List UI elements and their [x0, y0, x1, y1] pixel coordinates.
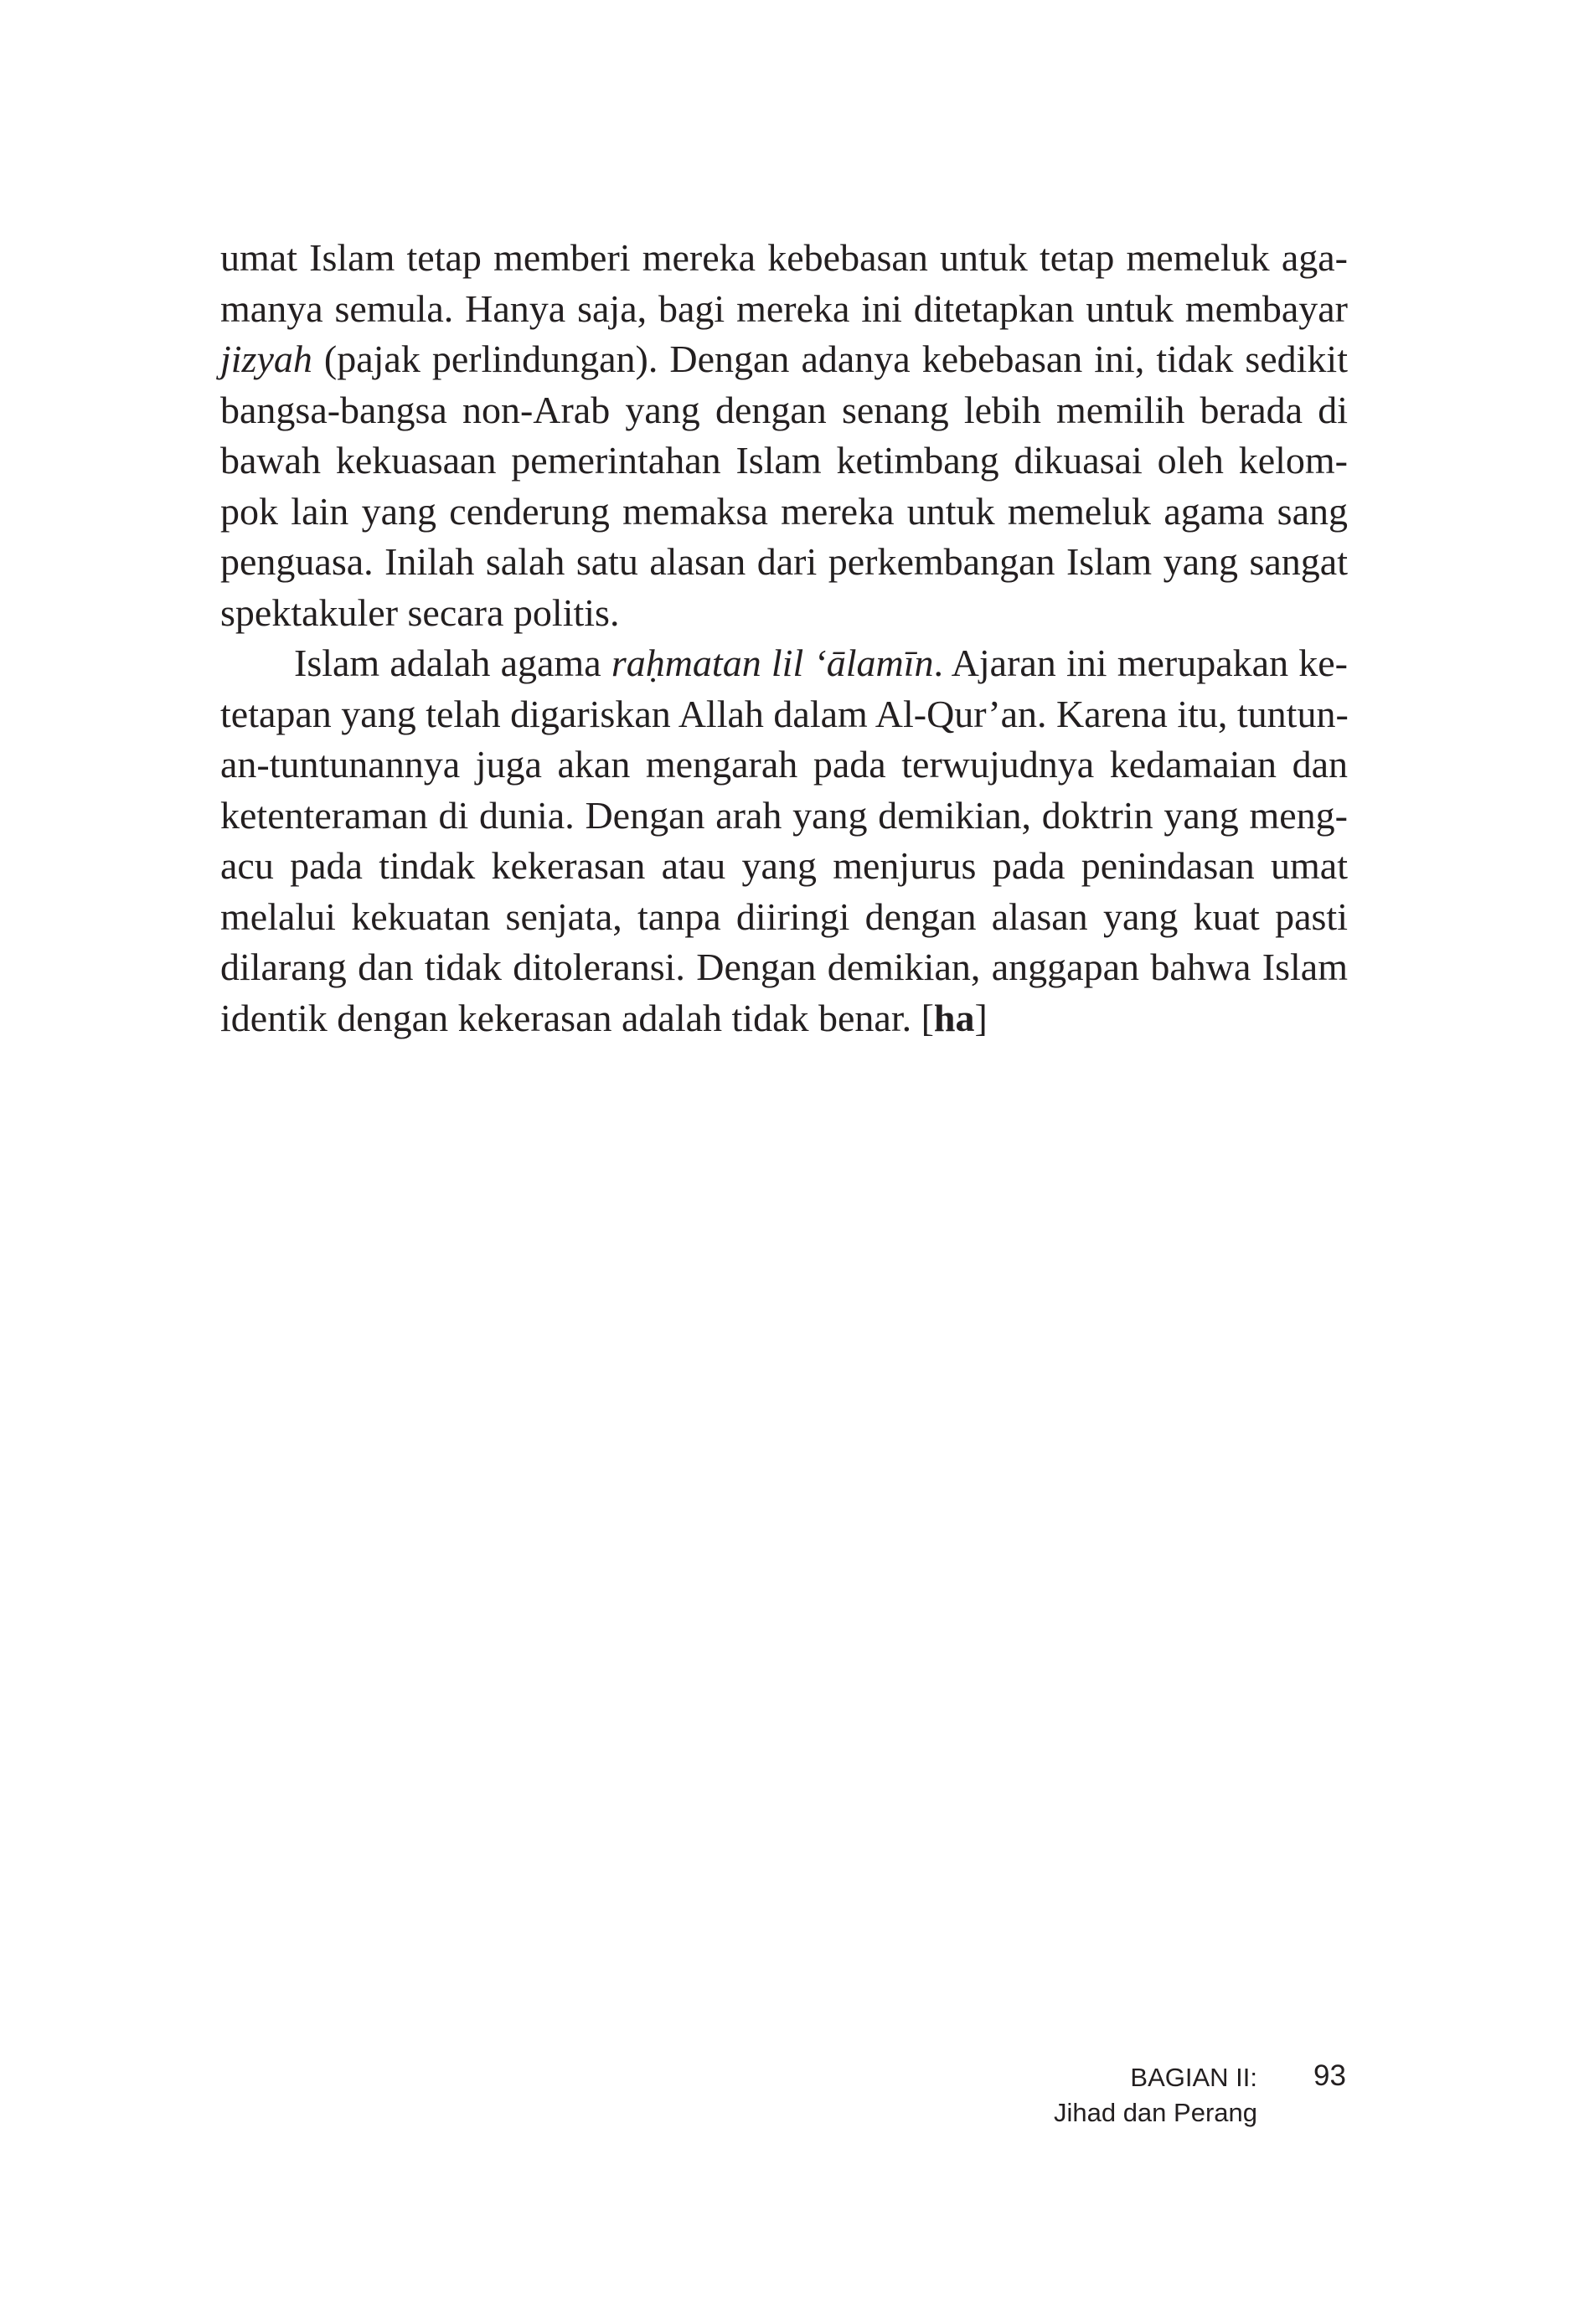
text-run: pok lain yang cenderung memaksa mereka untuk memeluk agama sang — [220, 489, 1348, 533]
text-line — [220, 993, 1348, 1044]
text-run: penguasa. Inilah salah satu alasan dari perkembangan Islam yang sangat — [220, 540, 1348, 583]
text-line — [220, 942, 1348, 993]
running-footer-section — [1054, 2060, 1257, 2131]
text-run: ] — [974, 996, 988, 1039]
text-run: dilarang dan tidak ditoleransi. Dengan demikian, anggapan bahwa Islam — [220, 946, 1348, 988]
text-line — [220, 638, 1348, 689]
text-run: umat Islam tetap memberi mereka kebebasan untuk tetap memeluk aga- — [220, 236, 1348, 279]
text-line — [220, 588, 1348, 639]
text-run: ketenteraman di dunia. Dengan arah yang demikian, doktrin yang meng- — [220, 793, 1348, 837]
text-run: manya semula. Hanya saja, bagi mereka ini ditetapkan untuk membayar — [220, 286, 1348, 330]
text-run: acu pada tindak kekerasan atau yang menjurus pada penindasan umat — [220, 844, 1348, 887]
text-line — [220, 739, 1348, 791]
text-run: Islam adalah agama — [294, 642, 611, 684]
text-run: tetapan yang telah digariskan Allah dalam Al-Qur’an. Karena itu, tuntun- — [220, 692, 1349, 735]
text-run: . Ajaran ini merupakan ke- — [933, 642, 1348, 684]
text-run: bangsa-bangsa non-Arab yang dengan senang lebih memilih berada di — [220, 388, 1348, 431]
text-run: melalui kekuatan senjata, tanpa diiringi dengan alasan yang kuat pasti — [220, 894, 1348, 938]
text-run: an-tuntunannya juga akan mengarah pada terwujudnya kedamaian dan — [220, 743, 1348, 786]
text-line — [220, 385, 1348, 436]
italic-term: jizyah — [220, 338, 312, 380]
text-run: identik dengan kekerasan adalah tidak benar. [ — [220, 996, 934, 1039]
text-run: bawah kekuasaan pemerintahan Islam ketimbang dikuasai oleh kelom- — [220, 439, 1348, 482]
italic-term: raḥmatan lil ‘ālamīn — [611, 642, 934, 684]
text-line — [220, 791, 1348, 842]
text-run: (pajak perlindungan). Dengan adanya kebebasan ini, tidak sedikit — [312, 338, 1348, 380]
text-line — [220, 841, 1348, 892]
text-line — [220, 537, 1348, 588]
text-line — [220, 435, 1348, 487]
section-title: Jihad dan Perang — [1053, 2098, 1257, 2127]
text-line — [220, 689, 1348, 740]
text-line — [220, 487, 1348, 538]
section-label: BAGIAN II: — [1130, 2063, 1257, 2092]
author-initials: ha — [933, 996, 975, 1039]
text-run: spektakuler secara politis. — [220, 590, 620, 634]
text-line — [220, 892, 1348, 943]
text-line — [220, 334, 1348, 385]
body-text — [220, 233, 1348, 1043]
text-line — [220, 233, 1348, 284]
page-number: 93 — [1313, 2059, 1346, 2092]
text-line — [220, 284, 1348, 335]
